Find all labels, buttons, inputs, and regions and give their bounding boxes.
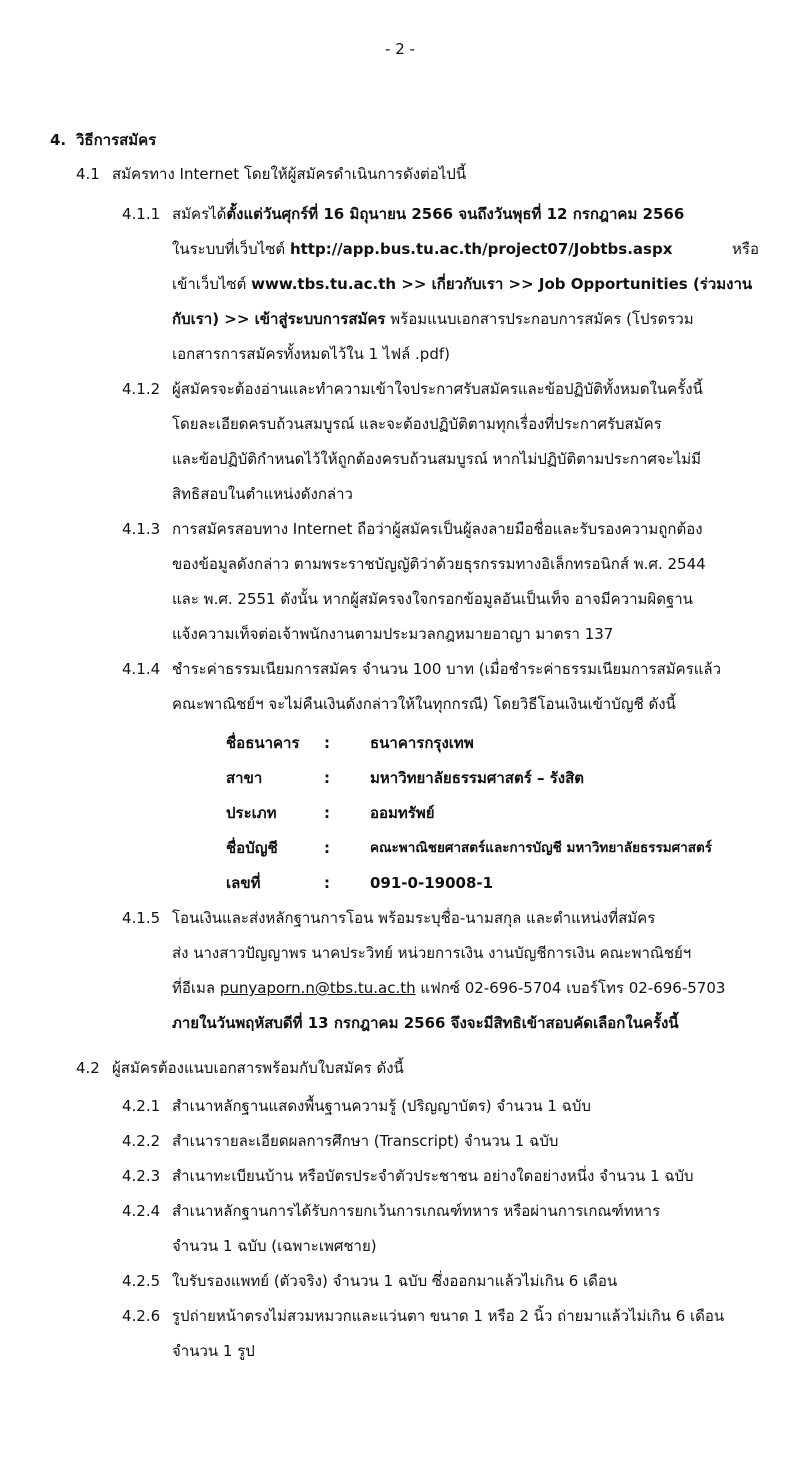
section-title: วิธีการสมัคร — [76, 131, 157, 149]
bank-label: ประเภท — [226, 804, 277, 822]
paragraph-line: คณะพาณิชย์ฯ จะไม่คืนเงินดังกล่าวให้ในทุกกรณี) โดยวิธีโอนเงินเข้าบัญชี ดังนี้ — [172, 695, 676, 713]
bank-label: ชื่อธนาคาร — [226, 734, 300, 752]
application-period: ตั้งแต่วันศุกร์ที่ 16 มิถุนายน 2566 จนถึงวันพุธที่ 12 กรกฎาคม 2566 — [226, 205, 685, 223]
item-number: 4.2.1 — [122, 1097, 161, 1115]
paragraph-line: ใบรับรองแพทย์ (ตัวจริง) จำนวน 1 ฉบับ ซึ่งออกมาแล้วไม่เกิน 6 เดือน — [172, 1272, 618, 1290]
subsection-number: 4.2 — [76, 1059, 100, 1077]
item-number: 4.1.2 — [122, 380, 161, 398]
paragraph-line: ชำระค่าธรรมเนียมการสมัคร จำนวน 100 บาท (เมื่อชำระค่าธรรมเนียมการสมัครแล้ว — [172, 660, 722, 678]
paragraph-line: จำนวน 1 ฉบับ (เฉพาะเพศชาย) — [172, 1237, 377, 1255]
paragraph-line: ผู้สมัครจะต้องอ่านและทำความเข้าใจประกาศรับสมัครและข้อปฏิบัติทั้งหมดในครั้งนี้ — [172, 380, 703, 398]
item-number: 4.2.6 — [122, 1307, 161, 1325]
paragraph-line: การสมัครสอบทาง Internet ถือว่าผู้สมัครเป็นผู้ลงลายมือชื่อและรับรองความถูกต้อง — [172, 520, 703, 538]
bank-label: ชื่อบัญชี — [226, 839, 278, 857]
paragraph-line: ของข้อมูลดังกล่าว ตามพระราชบัญญัติว่าด้วยธุรกรรมทางอิเล็กทรอนิกส์ พ.ศ. 2544 — [172, 555, 706, 573]
paragraph-line: โดยละเอียดครบถ้วนสมบูรณ์ และจะต้องปฏิบัติตามทุกเรื่องที่ประกาศรับสมัคร — [172, 415, 662, 433]
item-number: 4.1.5 — [122, 909, 161, 927]
bank-value: ธนาคารกรุงเทพ — [370, 734, 474, 752]
bank-separator: : — [324, 839, 330, 857]
subsection-title: ผู้สมัครต้องแนบเอกสารพร้อมกับใบสมัคร ดังนี้ — [112, 1059, 404, 1077]
text-span: สมัครได้ — [172, 205, 227, 223]
item-number: 4.1.4 — [122, 660, 161, 678]
item-number: 4.1.3 — [122, 520, 161, 538]
paragraph-line — [172, 204, 684, 224]
item-number: 4.1.1 — [122, 205, 161, 223]
bank-separator: : — [324, 769, 330, 787]
paragraph-line — [172, 309, 694, 329]
paragraph-line — [172, 239, 672, 259]
bank-value: ออมทรัพย์ — [370, 804, 435, 822]
paragraph-line: ส่ง นางสาวปัญญาพร นาคประวิทย์ หน่วยการเงิน งานบัญชีการเงิน คณะพาณิชย์ฯ — [172, 944, 692, 962]
item-number: 4.2.3 — [122, 1167, 161, 1185]
bank-separator: : — [324, 734, 330, 752]
bank-label: เลขที่ — [226, 874, 261, 892]
item-number: 4.2.4 — [122, 1202, 161, 1220]
text-span: แฟกซ์ 02-696-5704 เบอร์โทร 02-696-5703 — [420, 979, 726, 997]
subsection-title: สมัครทาง Internet โดยให้ผู้สมัครดำเนินการดังต่อไปนี้ — [112, 165, 467, 183]
paragraph-line: เอกสารการสมัครทั้งหมดไว้ใน 1 ไฟล์ .pdf) — [172, 345, 450, 363]
paragraph-line: จำนวน 1 รูป — [172, 1342, 255, 1360]
paragraph-line: และข้อปฏิบัติกำหนดไว้ให้ถูกต้องครบถ้วนสมบูรณ์ หากไม่ปฏิบัติตามประกาศจะไม่มี — [172, 450, 702, 468]
bank-separator: : — [324, 874, 330, 892]
text-span: หรือ — [732, 240, 759, 258]
item-number: 4.2.2 — [122, 1132, 161, 1150]
paragraph-line: โอนเงินและส่งหลักฐานการโอน พร้อมระบุชื่อ-นามสกุล และตำแหน่งที่สมัคร — [172, 909, 656, 927]
paragraph-line: รูปถ่ายหน้าตรงไม่สวมหมวกและแว่นตา ขนาด 1 หรือ 2 นิ้ว ถ่ายมาแล้วไม่เกิน 6 เดือน — [172, 1307, 725, 1325]
bank-value: มหาวิทยาลัยธรรมศาสตร์ – รังสิต — [370, 769, 584, 787]
deadline-line: ภายในวันพฤหัสบดีที่ 13 กรกฎาคม 2566 จึงจะมีสิทธิเข้าสอบคัดเลือกในครั้งนี้ — [172, 1014, 679, 1032]
subsection-number: 4.1 — [76, 165, 100, 183]
paragraph-line: สำเนาทะเบียนบ้าน หรือบัตรประจำตัวประชาชน อย่างใดอย่างหนึ่ง จำนวน 1 ฉบับ — [172, 1167, 694, 1185]
website-path-cont: กับเรา) >> เข้าสู่ระบบการสมัคร — [172, 310, 386, 328]
item-number: 4.2.5 — [122, 1272, 161, 1290]
paragraph-line: และ พ.ศ. 2551 ดังนั้น หากผู้สมัครจงใจกรอกข้อมูลอันเป็นเท็จ อาจมีความผิดฐาน — [172, 590, 693, 608]
application-url: http://app.bus.tu.ac.th/project07/Jobtbs.aspx — [289, 240, 673, 258]
paragraph-line: สำเนาหลักฐานแสดงพื้นฐานความรู้ (ปริญญาบัตร) จำนวน 1 ฉบับ — [172, 1097, 591, 1115]
section-number: 4. — [50, 131, 67, 149]
paragraph-line — [172, 274, 752, 294]
text-span: ที่อีเมล — [172, 979, 216, 997]
website-path: www.tbs.tu.ac.th >> เกี่ยวกับเรา >> Job Opportunities (ร่วมงาน — [251, 275, 753, 293]
text-span: เข้าเว็บไซต์ — [172, 275, 247, 293]
bank-separator: : — [324, 804, 330, 822]
text-span: ในระบบที่เว็บไซต์ — [172, 240, 286, 258]
bank-label: สาขา — [226, 769, 263, 787]
bank-value: 091-0-19008-1 — [370, 874, 494, 892]
text-span: พร้อมแนบเอกสารประกอบการสมัคร (โปรดรวม — [390, 310, 694, 328]
email-link[interactable]: punyaporn.n@tbs.tu.ac.th — [219, 979, 416, 997]
paragraph-line: แจ้งความเท็จต่อเจ้าพนักงานตามประมวลกฎหมายอาญา มาตรา 137 — [172, 625, 614, 643]
page-number: - 2 - — [385, 40, 415, 58]
paragraph-line: สำเนารายละเอียดผลการศึกษา (Transcript) จำนวน 1 ฉบับ — [172, 1132, 559, 1150]
paragraph-line: สำเนาหลักฐานการได้รับการยกเว้นการเกณฑ์ทหาร หรือผ่านการเกณฑ์ทหาร — [172, 1202, 661, 1220]
bank-value: คณะพาณิชยศาสตร์และการบัญชี มหาวิทยาลัยธรรมศาสตร์ — [370, 840, 713, 856]
paragraph-line — [172, 978, 725, 998]
paragraph-line: สิทธิสอบในตำแหน่งดังกล่าว — [172, 485, 353, 503]
